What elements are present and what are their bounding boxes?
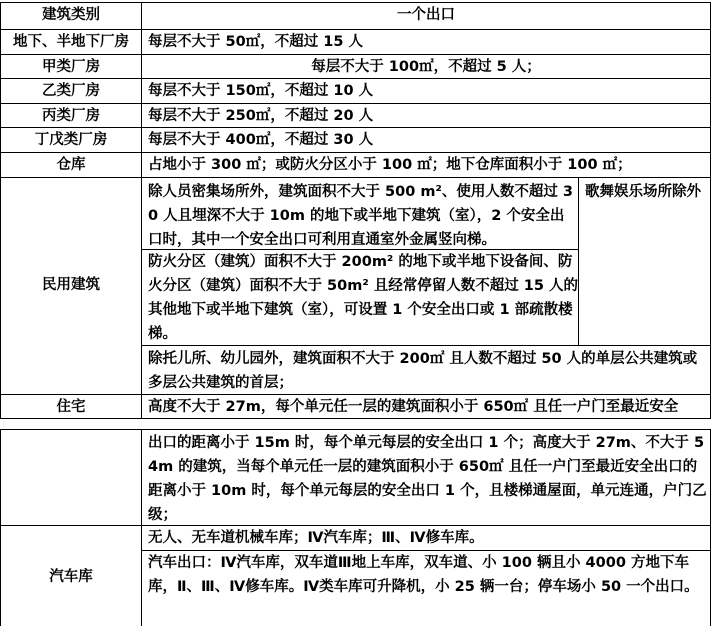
rule: [0, 127, 711, 128]
civil-building-label: 民用建筑: [42, 277, 100, 293]
rule: [0, 152, 711, 153]
civil-paragraph-1: 除人员密集场所外，建筑面积不大于 500 m²、使用人数不超过 30 人且埋深不大于 10m 的地下或半地下建筑（室），2 个安全出口时，其中一个安全出口可利用直通室外金属竖向梯。: [148, 184, 573, 248]
row-text-warehouse: 占地小于 300 ㎡；或防火分区小于 100 ㎡；地下仓库面积小于 100 ㎡；: [148, 157, 632, 173]
civil-paragraph-3: 除托儿所、幼儿园外，建筑面积不大于 200㎡ 且人数不超过 50 人的单层公共建筑或多层公共建筑的首层；: [148, 351, 698, 391]
rule: [141, 345, 711, 346]
row-label-underground-factory: 地下、半地下厂房: [13, 34, 129, 50]
row-label-class-de: 丁戊类厂房: [34, 132, 108, 148]
residential-label: 住宅: [56, 399, 86, 415]
row-text-underground-factory: 每层不大于 50㎡，不超过 15 人: [148, 34, 363, 50]
rule: [0, 29, 711, 30]
garage-label: 汽车库: [49, 569, 93, 585]
rule: [0, 103, 711, 104]
row-text-class-b: 每层不大于 150㎡，不超过 10 人: [148, 83, 374, 99]
rule: [0, 54, 711, 55]
header-one-exit: 一个出口: [397, 7, 455, 23]
row-text-class-de: 每层不大于 400㎡，不超过 30 人: [148, 132, 374, 148]
row-label-class-a: 甲类厂房: [42, 59, 100, 75]
rule: [0, 2, 1, 419]
header-category: 建筑类别: [42, 7, 100, 23]
row-label-class-b: 乙类厂房: [42, 83, 100, 99]
rule: [141, 550, 711, 551]
row-label-warehouse: 仓库: [56, 157, 86, 173]
residential-text-line: 高度不大于 27m，每个单元任一层的建筑面积小于 650㎡ 且任一户门至最近安全: [148, 399, 679, 415]
rule: [0, 177, 711, 178]
garage-paragraph-2: 汽车出口：Ⅳ汽车库，双车道Ⅲ地上车库，双车道、小 100 辆且小 4000 方地下车库，Ⅱ、Ⅲ、Ⅳ修车库。Ⅳ类车库可升降机，小 25 辆一台；停车场小 50 一个出口。: [148, 555, 699, 595]
row-label-class-c: 丙类厂房: [42, 108, 100, 124]
rule: [141, 2, 142, 419]
rule: [0, 394, 711, 395]
civil-paragraph-2: 防火分区（建筑）面积不大于 200m² 的地下或半地下设备间、防火分区（建筑）面积不大于 50m² 且经常停留人数不超过 15 人的其他地下或半地下建筑（室），可设置 1 个安全出口或 1 部疏散楼梯。: [148, 254, 579, 342]
civil-side-note: 歌舞娱乐场所除外: [585, 184, 701, 200]
rule: [0, 78, 711, 79]
rule: [0, 525, 711, 526]
rule: [0, 2, 711, 3]
rule: [578, 177, 579, 346]
rule: [141, 249, 578, 250]
residential-text-continued: 出口的距离小于 15m 时，每个单元每层的安全出口 1 个；高度大于 27m、不大于 54m 的建筑，当每个单元任一层的建筑面积小于 650㎡ 且任一户门至最近安全出口的距离小于 10m 时，每个单元每层的安全出口 1 个，且楼梯通屋面，单元连通，户门乙级；: [148, 435, 707, 523]
rule: [141, 429, 142, 626]
row-text-class-c: 每层不大于 250㎡，不超过 20 人: [148, 108, 374, 124]
rule: [0, 418, 711, 419]
row-text-class-a: 每层不大于 100㎡，不超过 5 人；: [311, 59, 541, 75]
rule: [0, 429, 711, 430]
garage-paragraph-1: 无人、无车道机械车库；Ⅳ汽车库；Ⅲ、Ⅳ修车库。: [148, 530, 484, 546]
rule: [0, 429, 1, 626]
